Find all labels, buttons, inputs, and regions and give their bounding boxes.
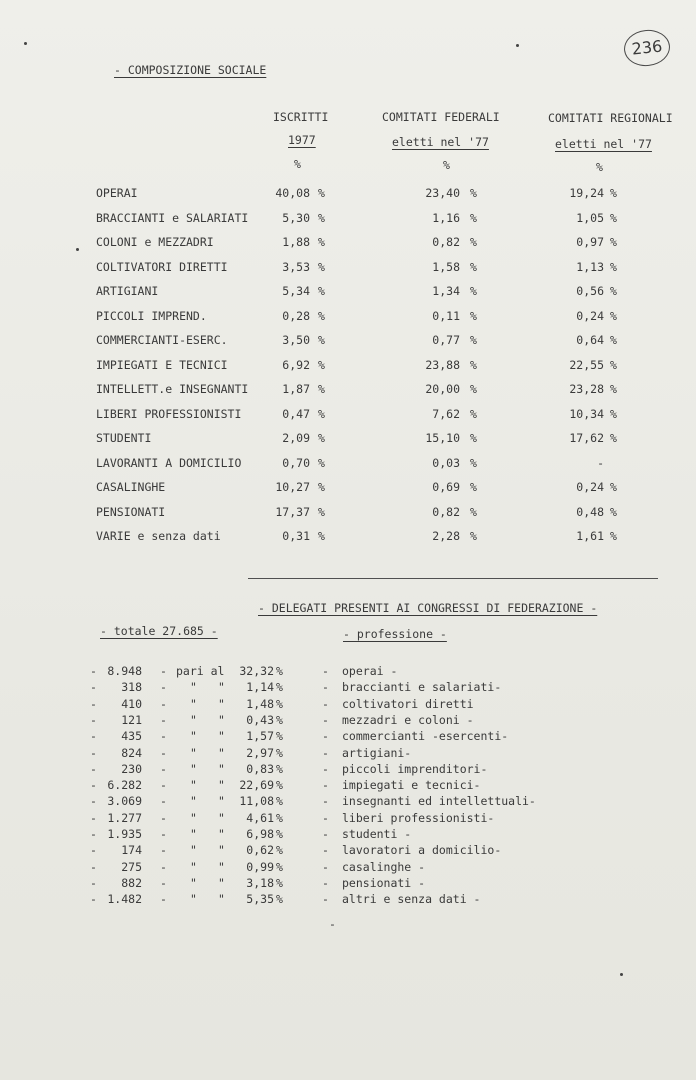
regionali-value: 19,24: [569, 186, 604, 200]
delegate-percent: 0,99: [246, 860, 274, 874]
iscritti-value: 0,47: [282, 407, 310, 421]
separator-dash: -: [322, 762, 329, 776]
separator-dash: -: [322, 811, 329, 825]
header-federali-sub: eletti nel '77: [392, 135, 489, 149]
delegate-count: 1.277: [107, 811, 142, 825]
federali-value: 23,88: [425, 358, 460, 372]
separator-dash: -: [322, 827, 329, 841]
delegates-title: - DELEGATI PRESENTI AI CONGRESSI DI FEDERAZIONE -: [258, 601, 598, 615]
ditto-mark: ": [190, 680, 197, 694]
percent-sign: %: [610, 284, 617, 298]
percent-sign: %: [276, 876, 283, 890]
leading-dash: -: [90, 713, 97, 727]
ditto-mark: ": [190, 729, 197, 743]
separator-dash: -: [160, 762, 167, 776]
percent-sign: %: [470, 260, 477, 274]
percent-sign: %: [610, 382, 617, 396]
separator-dash: -: [160, 746, 167, 760]
percent-sign: %: [276, 892, 283, 906]
percent-sign: %: [610, 505, 617, 519]
separator-dash: -: [160, 811, 167, 825]
separator-dash: -: [322, 697, 329, 711]
delegate-count: 824: [121, 746, 142, 760]
category-label: IMPIEGATI E TECNICI: [96, 358, 228, 372]
section-title: - COMPOSIZIONE SOCIALE: [114, 63, 267, 77]
ditto-mark: ": [190, 697, 197, 711]
pari-al-label: pari al: [176, 664, 225, 678]
percent-sign: %: [470, 407, 477, 421]
percent-sign: %: [470, 186, 477, 200]
leading-dash: -: [90, 860, 97, 874]
regionali-value: 1,61: [576, 529, 604, 543]
percent-sign: %: [610, 480, 617, 494]
percent-sign: %: [470, 309, 477, 323]
header-percent: %: [443, 158, 450, 172]
category-label: STUDENTI: [96, 431, 152, 445]
delegate-count: 174: [121, 843, 142, 857]
separator-dash: -: [160, 680, 167, 694]
paper-speck: [620, 973, 623, 976]
delegate-count: 318: [121, 680, 142, 694]
ditto-mark: ": [218, 794, 225, 808]
separator-dash: -: [160, 729, 167, 743]
delegate-percent: 2,97: [246, 746, 274, 760]
leading-dash: -: [90, 664, 97, 678]
profession-label: coltivatori diretti: [342, 697, 474, 711]
separator-dash: -: [322, 729, 329, 743]
regionali-value: 10,34: [569, 407, 604, 421]
percent-sign: %: [470, 284, 477, 298]
percent-sign: %: [276, 778, 283, 792]
profession-label: artigiani-: [342, 746, 412, 760]
percent-sign: %: [318, 529, 325, 543]
ditto-mark: ": [190, 892, 197, 906]
category-label: BRACCIANTI e SALARIATI: [96, 211, 249, 225]
iscritti-value: 40,08: [275, 186, 310, 200]
regionali-value: 1,05: [576, 211, 604, 225]
percent-sign: %: [318, 284, 325, 298]
profession-label: impiegati e tecnici-: [342, 778, 481, 792]
percent-sign: %: [276, 860, 283, 874]
profession-label: studenti -: [342, 827, 412, 841]
delegate-percent: 1,57: [246, 729, 274, 743]
separator-dash: -: [160, 827, 167, 841]
percent-sign: %: [318, 211, 325, 225]
percent-sign: %: [318, 358, 325, 372]
percent-sign: %: [318, 186, 325, 200]
leading-dash: -: [90, 892, 97, 906]
separator-dash: -: [160, 664, 167, 678]
separator-dash: -: [322, 843, 329, 857]
separator-dash: -: [322, 680, 329, 694]
paper-speck: [516, 44, 519, 47]
ditto-mark: ": [218, 827, 225, 841]
header-iscritti: ISCRITTI: [273, 110, 329, 124]
iscritti-value: 5,30: [282, 211, 310, 225]
regionali-value: -: [597, 456, 604, 470]
profession-label: piccoli imprenditori-: [342, 762, 488, 776]
end-dash: -: [329, 917, 336, 931]
federali-value: 0,03: [432, 456, 460, 470]
percent-sign: %: [610, 211, 617, 225]
federali-value: 7,62: [432, 407, 460, 421]
regionali-value: 23,28: [569, 382, 604, 396]
ditto-mark: ": [218, 697, 225, 711]
percent-sign: %: [318, 260, 325, 274]
delegate-percent: 11,08: [239, 794, 274, 808]
federali-value: 23,40: [425, 186, 460, 200]
percent-sign: %: [276, 843, 283, 857]
profession-label: mezzadri e coloni -: [342, 713, 474, 727]
federali-value: 0,69: [432, 480, 460, 494]
leading-dash: -: [90, 876, 97, 890]
profession-label: braccianti e salariati-: [342, 680, 502, 694]
federali-value: 20,00: [425, 382, 460, 396]
federali-value: 1,58: [432, 260, 460, 274]
percent-sign: %: [318, 431, 325, 445]
percent-sign: %: [610, 235, 617, 249]
regionali-value: 0,56: [576, 284, 604, 298]
leading-dash: -: [90, 843, 97, 857]
iscritti-value: 1,87: [282, 382, 310, 396]
separator-dash: -: [322, 664, 329, 678]
delegate-percent: 0,43: [246, 713, 274, 727]
percent-sign: %: [470, 456, 477, 470]
leading-dash: -: [90, 746, 97, 760]
leading-dash: -: [90, 762, 97, 776]
percent-sign: %: [318, 505, 325, 519]
ditto-mark: ": [218, 762, 225, 776]
category-label: COMMERCIANTI-ESERC.: [96, 333, 228, 347]
percent-sign: %: [610, 260, 617, 274]
delegate-count: 435: [121, 729, 142, 743]
separator-dash: -: [322, 794, 329, 808]
ditto-mark: ": [218, 860, 225, 874]
percent-sign: %: [276, 729, 283, 743]
ditto-mark: ": [190, 762, 197, 776]
percent-sign: %: [276, 697, 283, 711]
federali-value: 1,16: [432, 211, 460, 225]
category-label: COLONI e MEZZADRI: [96, 235, 214, 249]
percent-sign: %: [276, 680, 283, 694]
category-label: ARTIGIANI: [96, 284, 159, 298]
percent-sign: %: [470, 382, 477, 396]
profession-label: operai -: [342, 664, 398, 678]
percent-sign: %: [276, 713, 283, 727]
delegate-count: 121: [121, 713, 142, 727]
delegate-percent: 6,98: [246, 827, 274, 841]
federali-value: 2,28: [432, 529, 460, 543]
category-label: CASALINGHE: [96, 480, 166, 494]
percent-sign: %: [276, 762, 283, 776]
delegate-percent: 32,32: [239, 664, 274, 678]
percent-sign: %: [470, 235, 477, 249]
percent-sign: %: [610, 529, 617, 543]
header-regionali-sub: eletti nel '77: [555, 137, 652, 151]
percent-sign: %: [276, 827, 283, 841]
iscritti-value: 0,70: [282, 456, 310, 470]
iscritti-value: 6,92: [282, 358, 310, 372]
paper-speck: [76, 248, 79, 251]
separator-dash: -: [160, 892, 167, 906]
percent-sign: %: [318, 333, 325, 347]
profession-label: lavoratori a domicilio-: [342, 843, 502, 857]
ditto-mark: ": [190, 843, 197, 857]
separator-dash: -: [160, 843, 167, 857]
delegate-count: 1.482: [107, 892, 142, 906]
regionali-value: 1,13: [576, 260, 604, 274]
category-label: PENSIONATI: [96, 505, 166, 519]
federali-value: 15,10: [425, 431, 460, 445]
regionali-value: 0,97: [576, 235, 604, 249]
delegate-percent: 5,35: [246, 892, 274, 906]
divider: [248, 578, 658, 579]
ditto-mark: ": [190, 811, 197, 825]
delegate-count: 230: [121, 762, 142, 776]
profession-label: casalinghe -: [342, 860, 426, 874]
category-label: VARIE e senza dati: [96, 529, 221, 543]
percent-sign: %: [318, 309, 325, 323]
separator-dash: -: [160, 794, 167, 808]
delegate-percent: 0,62: [246, 843, 274, 857]
iscritti-value: 10,27: [275, 480, 310, 494]
header-percent: %: [596, 160, 603, 174]
profession-label: commercianti -esercenti-: [342, 729, 509, 743]
category-label: OPERAI: [96, 186, 138, 200]
percent-sign: %: [276, 794, 283, 808]
header-percent: %: [294, 157, 301, 171]
separator-dash: -: [322, 860, 329, 874]
iscritti-value: 3,53: [282, 260, 310, 274]
separator-dash: -: [322, 713, 329, 727]
regionali-value: 0,24: [576, 480, 604, 494]
header-federali: COMITATI FEDERALI: [382, 110, 500, 124]
percent-sign: %: [318, 235, 325, 249]
regionali-value: 0,24: [576, 309, 604, 323]
total-label: - totale 27.685 -: [100, 624, 218, 638]
category-label: INTELLETT.e INSEGNANTI: [96, 382, 249, 396]
delegate-count: 3.069: [107, 794, 142, 808]
separator-dash: -: [160, 697, 167, 711]
percent-sign: %: [610, 186, 617, 200]
leading-dash: -: [90, 680, 97, 694]
regionali-value: 0,48: [576, 505, 604, 519]
percent-sign: %: [470, 431, 477, 445]
regionali-value: 22,55: [569, 358, 604, 372]
percent-sign: %: [610, 333, 617, 347]
ditto-mark: ": [218, 843, 225, 857]
percent-sign: %: [470, 333, 477, 347]
ditto-mark: ": [190, 746, 197, 760]
leading-dash: -: [90, 811, 97, 825]
header-iscritti-year: 1977: [288, 133, 316, 147]
percent-sign: %: [610, 407, 617, 421]
delegate-percent: 22,69: [239, 778, 274, 792]
profession-label: liberi professionisti-: [342, 811, 495, 825]
percent-sign: %: [610, 358, 617, 372]
ditto-mark: ": [218, 713, 225, 727]
ditto-mark: ": [218, 892, 225, 906]
percent-sign: %: [276, 811, 283, 825]
regionali-value: 17,62: [569, 431, 604, 445]
delegate-count: 6.282: [107, 778, 142, 792]
iscritti-value: 2,09: [282, 431, 310, 445]
percent-sign: %: [276, 746, 283, 760]
ditto-mark: ": [218, 680, 225, 694]
percent-sign: %: [276, 664, 283, 678]
percent-sign: %: [318, 480, 325, 494]
delegate-count: 410: [121, 697, 142, 711]
header-regionali: COMITATI REGIONALI: [548, 111, 673, 125]
delegate-percent: 3,18: [246, 876, 274, 890]
percent-sign: %: [470, 211, 477, 225]
federali-value: 1,34: [432, 284, 460, 298]
separator-dash: -: [160, 713, 167, 727]
separator-dash: -: [160, 860, 167, 874]
percent-sign: %: [470, 529, 477, 543]
federali-value: 0,77: [432, 333, 460, 347]
category-label: COLTIVATORI DIRETTI: [96, 260, 228, 274]
iscritti-value: 0,28: [282, 309, 310, 323]
leading-dash: -: [90, 794, 97, 808]
page-number: 236: [622, 28, 672, 69]
percent-sign: %: [470, 480, 477, 494]
percent-sign: %: [610, 309, 617, 323]
delegate-percent: 1,48: [246, 697, 274, 711]
iscritti-value: 5,34: [282, 284, 310, 298]
delegate-percent: 0,83: [246, 762, 274, 776]
ditto-mark: ": [190, 860, 197, 874]
federali-value: 0,82: [432, 505, 460, 519]
iscritti-value: 1,88: [282, 235, 310, 249]
ditto-mark: ": [218, 729, 225, 743]
separator-dash: -: [322, 746, 329, 760]
leading-dash: -: [90, 778, 97, 792]
separator-dash: -: [322, 778, 329, 792]
delegate-count: 1.935: [107, 827, 142, 841]
category-label: PICCOLI IMPREND.: [96, 309, 207, 323]
ditto-mark: ": [190, 778, 197, 792]
ditto-mark: ": [190, 876, 197, 890]
category-label: LIBERI PROFESSIONISTI: [96, 407, 242, 421]
iscritti-value: 17,37: [275, 505, 310, 519]
category-label: LAVORANTI A DOMICILIO: [96, 456, 242, 470]
delegate-percent: 4,61: [246, 811, 274, 825]
percent-sign: %: [318, 382, 325, 396]
delegate-count: 882: [121, 876, 142, 890]
percent-sign: %: [470, 505, 477, 519]
leading-dash: -: [90, 729, 97, 743]
percent-sign: %: [318, 456, 325, 470]
profession-label: - professione -: [343, 627, 447, 641]
separator-dash: -: [322, 876, 329, 890]
regionali-value: 0,64: [576, 333, 604, 347]
profession-label: altri e senza dati -: [342, 892, 481, 906]
separator-dash: -: [160, 876, 167, 890]
ditto-mark: ": [190, 827, 197, 841]
ditto-mark: ": [190, 713, 197, 727]
separator-dash: -: [160, 778, 167, 792]
percent-sign: %: [318, 407, 325, 421]
iscritti-value: 0,31: [282, 529, 310, 543]
iscritti-value: 3,50: [282, 333, 310, 347]
percent-sign: %: [470, 358, 477, 372]
leading-dash: -: [90, 697, 97, 711]
profession-label: insegnanti ed intellettuali-: [342, 794, 536, 808]
ditto-mark: ": [218, 811, 225, 825]
delegate-count: 8.948: [107, 664, 142, 678]
ditto-mark: ": [190, 794, 197, 808]
ditto-mark: ": [218, 876, 225, 890]
delegate-count: 275: [121, 860, 142, 874]
ditto-mark: ": [218, 746, 225, 760]
ditto-mark: ": [218, 778, 225, 792]
paper-speck: [24, 42, 27, 45]
percent-sign: %: [610, 431, 617, 445]
delegate-percent: 1,14: [246, 680, 274, 694]
federali-value: 0,82: [432, 235, 460, 249]
federali-value: 0,11: [432, 309, 460, 323]
separator-dash: -: [322, 892, 329, 906]
profession-label: pensionati -: [342, 876, 426, 890]
leading-dash: -: [90, 827, 97, 841]
